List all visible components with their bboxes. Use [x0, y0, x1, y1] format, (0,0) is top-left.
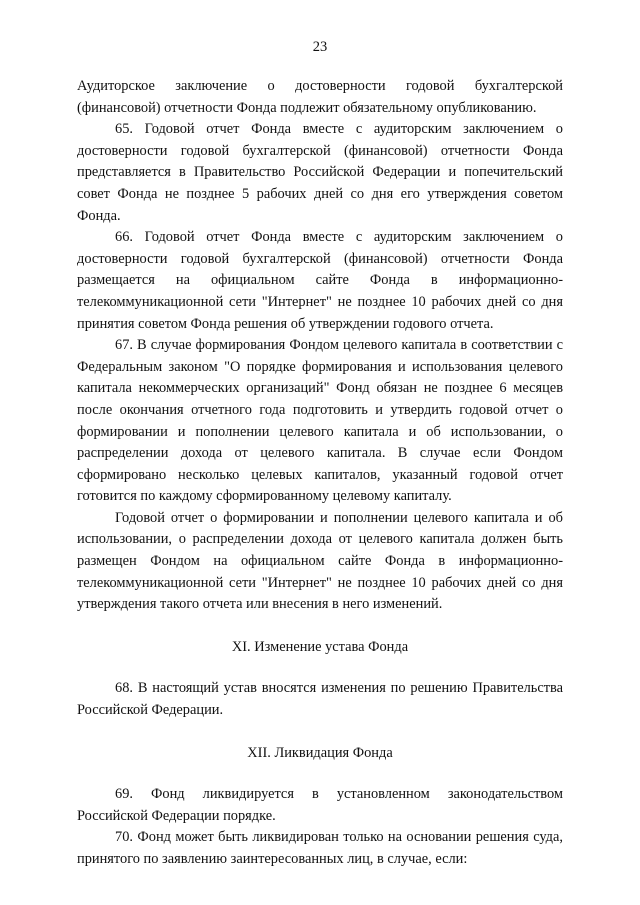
- document-body: [77, 76, 563, 871]
- paragraph-65: 65. Годовой отчет Фонда вместе с аудиторским заключением о достоверности годовой бухгалтерской (финансовой) отчетности Фонда представляется в Правительство Российской Федерации и попечительский совет Фонда не позднее 5 рабочих дней со дня его утверждения советом Фонда.: [77, 121, 563, 224]
- section-xii-heading: XII. Ликвидация Фонда: [247, 744, 393, 761]
- paragraph-67-continuation: Годовой отчет о формировании и пополнении целевого капитала и об использовании, о распределении дохода от целевого капитала должен быть размещен Фондом на официальном сайте Фонда в информационно-телекоммуникационной сети "Интернет" не позднее 10 рабочих дней со дня утверждения такого отчета или внесения в него изменений.: [77, 509, 563, 613]
- paragraph-69: 69. Фонд ликвидируется в установленном законодательством Российской Федерации порядке.: [77, 786, 563, 824]
- paragraph-67: 67. В случае формирования Фондом целевого капитала в соответствии с Федеральным законом "О порядке формирования и использования целевого капитала некоммерческих организаций" Фонд обязан не позднее 6 месяцев после окончания отчетного года подготовить и утвердить годовой отчет о формировании и пополнении целевого капитала и об использовании, о распределении дохода от целевого капитала. В случае если Фондом сформировано несколько целевых капиталов, указанный годовой отчет готовится по каждому сформированному целевому капиталу.: [77, 337, 563, 505]
- paragraph-70: 70. Фонд может быть ликвидирован только на основании решения суда, принятого по заявлению заинтересованных лиц, в случае, если:: [77, 829, 563, 867]
- section-xi-heading: XI. Изменение устава Фонда: [231, 638, 409, 655]
- paragraph-audit-publication: Аудиторское заключение о достоверности годовой бухгалтерской (финансовой) отчетности Фонда подлежит обязательному опубликованию.: [77, 78, 563, 116]
- page-number: 23: [312, 39, 328, 55]
- paragraph-68: 68. В настоящий устав вносятся изменения по решению Правительства Российской Федерации.: [77, 680, 563, 719]
- paragraph-66: 66. Годовой отчет Фонда вместе с аудиторским заключением о достоверности годовой бухгалтерской (финансовой) отчетности Фонда размещается на официальном сайте Фонда в информационно-телекоммуникационной сети "Интернет" не позднее 10 рабочих дней со дня принятия советом Фонда решения об утверждении годового отчета.: [77, 229, 563, 332]
